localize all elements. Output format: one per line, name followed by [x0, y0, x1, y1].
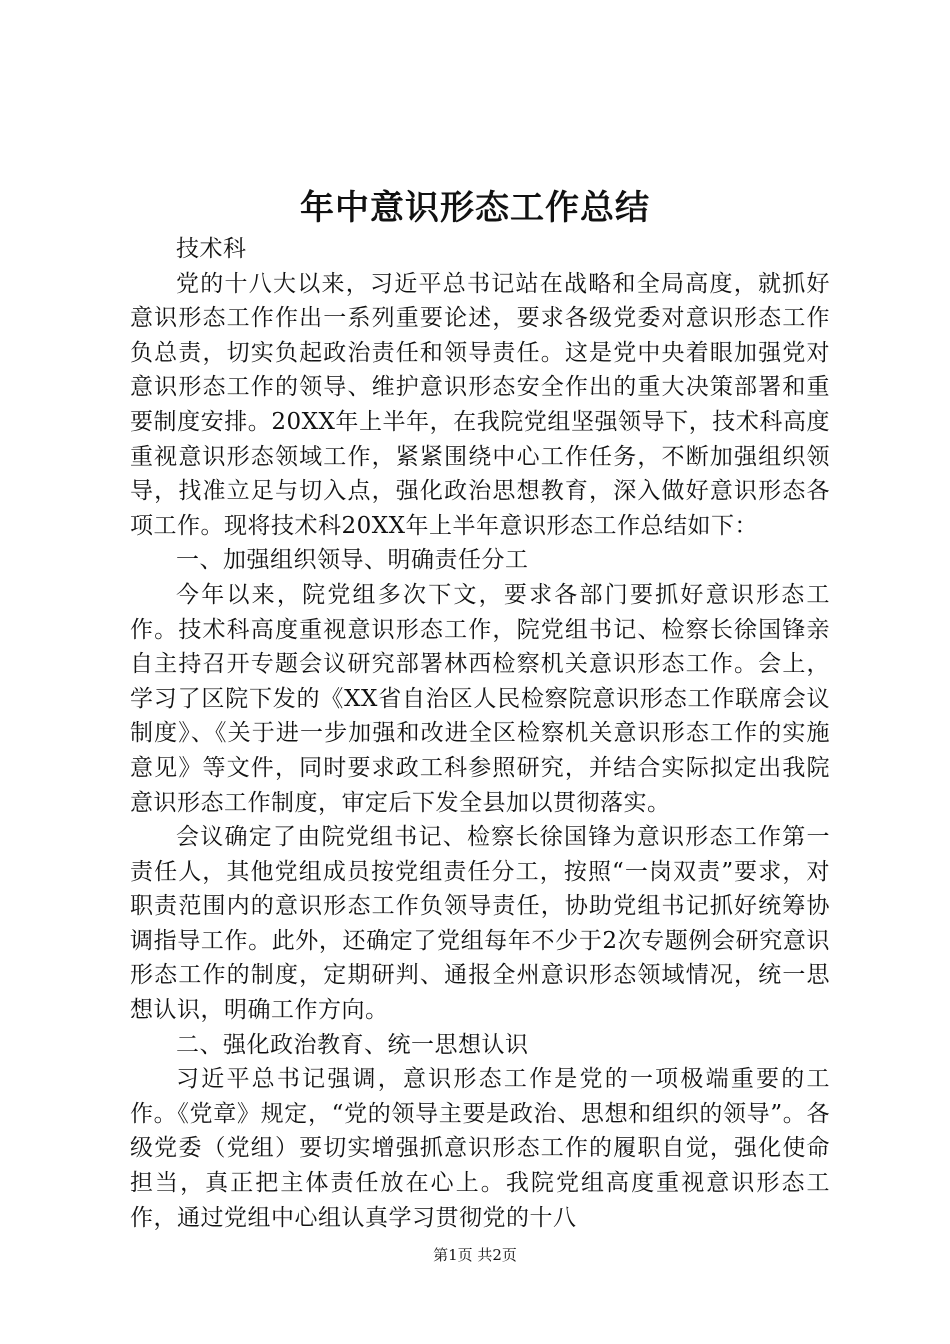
section-heading-1: 一、加强组织领导、明确责任分工	[176, 547, 529, 574]
document-title: 年中意识形态工作总结	[300, 188, 650, 228]
page-number-footer: 第1页 共2页	[433, 1246, 517, 1264]
document-body	[130, 232, 830, 1235]
paragraph-section-1b: 会议确定了由院党组书记、检察长徐国锋为意识形态工作第一责任人，其他党组成员按党组责任分工，按照“一岗双责”要求，对职责范围内的意识形态工作负领导责任，协助党组书记抓好统筹协调指导工作。此外，还确定了党组每年不少于2次专题例会研究意识形态工作的制度，定期研判、通报全州意识形态领域情况，统一思想认识，明确工作方向。	[130, 824, 830, 1024]
author-line: 技术科	[176, 236, 247, 262]
paragraph-section-1a: 今年以来，院党组多次下文，要求各部门要抓好意识形态工作。技术科高度重视意识形态工作，院党组书记、检察长徐国锋亲自主持召开专题会议研究部署林西检察机关意识形态工作。会上，学习了区院下发的《XX省自治区人民检察院意识形态工作联席会议制度》、《关于进一步加强和改进全区检察机关意识形态工作的实施意见》等文件，同时要求政工科参照研究，并结合实际拟定出我院意识形态工作制度，审定后下发全县加以贯彻落实。	[130, 581, 830, 816]
section-heading-2: 二、强化政治教育、统一思想认识	[176, 1031, 529, 1058]
paragraph-section-2a: 习近平总书记强调，意识形态工作是党的一项极端重要的工作。《党章》规定，“党的领导主要是政治、思想和组织的领导”。各级党委（党组）要切实增强抓意识形态工作的履职自觉，强化使命担当，真正把主体责任放在心上。我院党组高度重视意识形态工作，通过党组中心组认真学习贯彻党的十八	[130, 1066, 830, 1231]
paragraph-intro: 党的十八大以来，习近平总书记站在战略和全局高度，就抓好意识形态工作作出一系列重要论述，要求各级党委对意识形态工作负总责，切实负起政治责任和领导责任。这是党中央着眼加强党对意识形态工作的领导、维护意识形态安全作出的重大决策部署和重要制度安排。20XX年上半年，在我院党组坚强领导下，技术科高度重视意识形态领域工作，紧紧围绕中心工作任务，不断加强组织领导，找准立足与切入点，强化政治思想教育，深入做好意识形态各项工作。现将技术科20XX年上半年意识形态工作总结如下：	[130, 270, 830, 539]
